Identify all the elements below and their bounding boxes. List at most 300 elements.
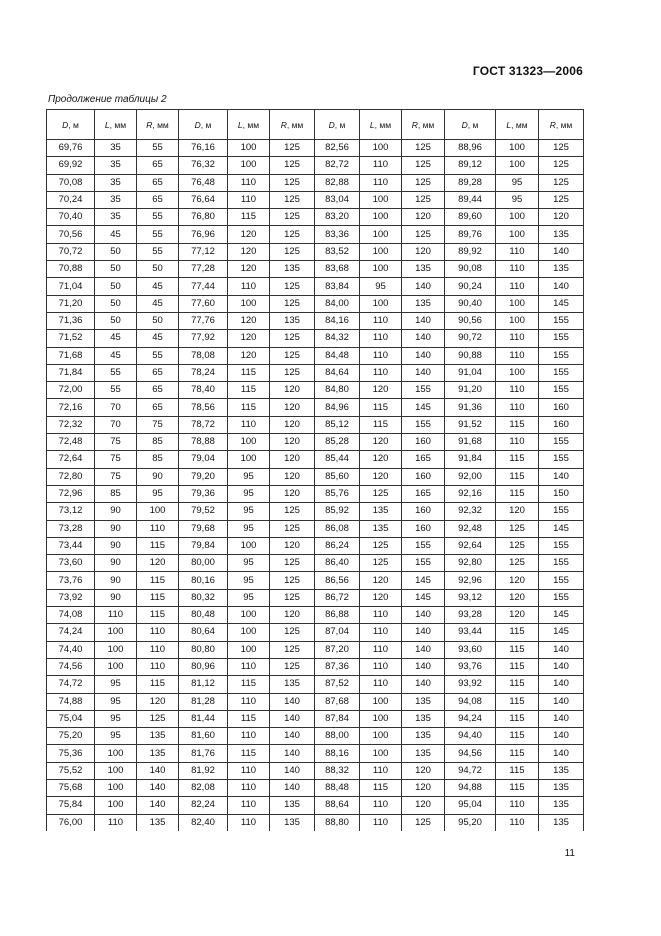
table-cell: 110: [496, 243, 539, 260]
table-cell: 77,28: [179, 261, 228, 278]
table-cell: 110: [496, 434, 539, 451]
column-header-variable: L: [237, 119, 243, 130]
table-cell: 140: [539, 728, 584, 745]
table-cell: 120: [360, 572, 402, 589]
table-cell: 95: [228, 589, 270, 606]
table-cell: 160: [402, 468, 445, 485]
table-cell: 100: [360, 745, 402, 762]
table-cell: 45: [95, 330, 137, 347]
table-cell: 125: [539, 140, 584, 157]
table-cell: 84,64: [315, 364, 360, 381]
table-cell: 70,08: [47, 174, 95, 191]
table-cell: 74,40: [47, 641, 95, 658]
table-cell: 110: [360, 676, 402, 693]
table-cell: 74,72: [47, 676, 95, 693]
table-cell: 140: [402, 312, 445, 329]
table-row: [47, 537, 584, 554]
column-header-unit: , мм: [511, 119, 528, 130]
table-cell: 145: [402, 589, 445, 606]
table-row: [47, 485, 584, 502]
table-cell: 110: [360, 364, 402, 381]
column-header: [402, 110, 445, 140]
table-cell: 155: [402, 537, 445, 554]
table-row: [47, 745, 584, 762]
table-cell: 92,64: [445, 537, 496, 554]
table-cell: 120: [270, 399, 315, 416]
table-row: [47, 330, 584, 347]
table-cell: 120: [360, 434, 402, 451]
table-cell: 70,88: [47, 261, 95, 278]
table-cell: 140: [402, 624, 445, 641]
table-cell: 110: [496, 278, 539, 295]
table-cell: 94,88: [445, 779, 496, 796]
table-cell: 74,88: [47, 693, 95, 710]
table-cell: 155: [402, 416, 445, 433]
table-cell: 90: [95, 589, 137, 606]
table-cell: 140: [539, 710, 584, 727]
page-number: 11: [564, 848, 575, 859]
table-cell: 100: [360, 209, 402, 226]
table-cell: 95,20: [445, 814, 496, 831]
table-cell: 125: [539, 174, 584, 191]
table-cell: 84,32: [315, 330, 360, 347]
table-cell: 115: [496, 745, 539, 762]
table-cell: 84,80: [315, 382, 360, 399]
table-cell: 87,20: [315, 641, 360, 658]
table-cell: 72,32: [47, 416, 95, 433]
table-cell: 71,36: [47, 312, 95, 329]
table-cell: 115: [496, 710, 539, 727]
table-cell: 120: [228, 226, 270, 243]
table-cell: 100: [360, 191, 402, 208]
table-cell: 110: [228, 797, 270, 814]
table-cell: 125: [270, 364, 315, 381]
table-cell: 94,40: [445, 728, 496, 745]
table-cell: 83,04: [315, 191, 360, 208]
table-cell: 79,36: [179, 485, 228, 502]
table-cell: 95: [95, 710, 137, 727]
table-cell: 65: [137, 399, 179, 416]
table-cell: 100: [360, 693, 402, 710]
table-cell: 76,32: [179, 157, 228, 174]
table-cell: 80,80: [179, 641, 228, 658]
table-cell: 125: [402, 191, 445, 208]
column-header-variable: R: [280, 119, 287, 130]
table-cell: 115: [360, 416, 402, 433]
table-cell: 55: [137, 209, 179, 226]
table-cell: 65: [137, 382, 179, 399]
table-cell: 50: [95, 295, 137, 312]
table-cell: 76,64: [179, 191, 228, 208]
table-cell: 110: [360, 814, 402, 831]
table-cell: 115: [228, 676, 270, 693]
table-cell: 125: [270, 572, 315, 589]
table-cell: 79,68: [179, 520, 228, 537]
table-cell: 115: [496, 676, 539, 693]
table-cell: 140: [270, 710, 315, 727]
table-cell: 100: [228, 607, 270, 624]
table-cell: 45: [137, 295, 179, 312]
table-cell: 120: [270, 485, 315, 502]
table-cell: 90: [95, 555, 137, 572]
table-cell: 155: [539, 364, 584, 381]
table-cell: 55: [95, 364, 137, 381]
table-cell: 100: [496, 226, 539, 243]
table-cell: 125: [270, 658, 315, 675]
table-cell: 45: [137, 330, 179, 347]
column-header: [315, 110, 360, 140]
table-cell: 110: [228, 278, 270, 295]
table-cell: 88,64: [315, 797, 360, 814]
table-cell: 125: [270, 347, 315, 364]
table-cell: 95: [228, 520, 270, 537]
column-header: [95, 110, 137, 140]
table-cell: 140: [270, 728, 315, 745]
table-cell: 115: [228, 710, 270, 727]
table-cell: 45: [95, 226, 137, 243]
table-cell: 65: [137, 157, 179, 174]
table-cell: 88,96: [445, 140, 496, 157]
table-cell: 110: [360, 157, 402, 174]
table-cell: 76,96: [179, 226, 228, 243]
table-cell: 110: [95, 814, 137, 831]
column-header: [496, 110, 539, 140]
table-cell: 91,52: [445, 416, 496, 433]
table-cell: 100: [137, 503, 179, 520]
table-cell: 100: [228, 451, 270, 468]
table-cell: 125: [496, 537, 539, 554]
table-cell: 89,92: [445, 243, 496, 260]
table-cell: 135: [270, 814, 315, 831]
table-cell: 120: [360, 589, 402, 606]
table-cell: 120: [228, 312, 270, 329]
table-cell: 91,20: [445, 382, 496, 399]
table-cell: 125: [402, 157, 445, 174]
table-cell: 110: [228, 174, 270, 191]
table-cell: 115: [228, 364, 270, 381]
table-cell: 110: [228, 693, 270, 710]
table-cell: 50: [95, 278, 137, 295]
table-cell: 75: [95, 468, 137, 485]
table-cell: 85,12: [315, 416, 360, 433]
table-row: [47, 382, 584, 399]
table-cell: 73,76: [47, 572, 95, 589]
table-cell: 120: [402, 209, 445, 226]
table-cell: 73,28: [47, 520, 95, 537]
table-cell: 100: [360, 710, 402, 727]
table-cell: 76,00: [47, 814, 95, 831]
table-cell: 81,12: [179, 676, 228, 693]
table-cell: 92,96: [445, 572, 496, 589]
table-cell: 77,12: [179, 243, 228, 260]
table-cell: 78,88: [179, 434, 228, 451]
table-cell: 110: [137, 520, 179, 537]
table-header-row: [47, 110, 584, 140]
table-cell: 92,00: [445, 468, 496, 485]
table-cell: 115: [228, 399, 270, 416]
table-cell: 55: [137, 347, 179, 364]
table-cell: 91,36: [445, 399, 496, 416]
table-cell: 72,48: [47, 434, 95, 451]
table-cell: 100: [360, 261, 402, 278]
table-cell: 115: [137, 589, 179, 606]
table-cell: 115: [496, 658, 539, 675]
table-cell: 110: [360, 641, 402, 658]
table-cell: 135: [402, 295, 445, 312]
table-cell: 125: [270, 140, 315, 157]
column-header: [360, 110, 402, 140]
table-cell: 125: [270, 555, 315, 572]
table-cell: 160: [402, 434, 445, 451]
table-row: [47, 728, 584, 745]
table-cell: 120: [496, 503, 539, 520]
table-cell: 100: [496, 364, 539, 381]
table-cell: 35: [95, 174, 137, 191]
document-header: ГОСТ 31323—2006: [472, 64, 583, 78]
table-cell: 50: [95, 243, 137, 260]
table-cell: 160: [539, 416, 584, 433]
table-cell: 160: [402, 520, 445, 537]
table-cell: 115: [137, 607, 179, 624]
table-cell: 73,12: [47, 503, 95, 520]
table-cell: 120: [360, 382, 402, 399]
table-cell: 73,44: [47, 537, 95, 554]
table-cell: 120: [228, 347, 270, 364]
table-cell: 120: [137, 555, 179, 572]
table-cell: 160: [402, 503, 445, 520]
table-cell: 90,56: [445, 312, 496, 329]
table-cell: 140: [539, 676, 584, 693]
table-cell: 93,60: [445, 641, 496, 658]
table-cell: 87,68: [315, 693, 360, 710]
table-cell: 45: [137, 278, 179, 295]
column-header-unit: , м: [68, 119, 79, 130]
table-cell: 84,48: [315, 347, 360, 364]
table-cell: 120: [270, 416, 315, 433]
column-header-variable: D: [62, 119, 69, 130]
table-cell: 84,16: [315, 312, 360, 329]
table-cell: 83,20: [315, 209, 360, 226]
table-row: [47, 312, 584, 329]
table-cell: 95: [228, 485, 270, 502]
table-cell: 125: [270, 191, 315, 208]
table-cell: 72,64: [47, 451, 95, 468]
table-cell: 78,72: [179, 416, 228, 433]
table-cell: 135: [539, 814, 584, 831]
table-cell: 110: [496, 814, 539, 831]
table-cell: 110: [360, 658, 402, 675]
table-cell: 95: [228, 555, 270, 572]
table-cell: 92,16: [445, 485, 496, 502]
table-cell: 50: [95, 312, 137, 329]
table-row: [47, 191, 584, 208]
table-cell: 35: [95, 191, 137, 208]
table-cell: 100: [360, 728, 402, 745]
column-header-variable: D: [461, 119, 468, 130]
column-header-variable: L: [506, 119, 512, 130]
table-cell: 95: [496, 191, 539, 208]
table-cell: 85: [137, 451, 179, 468]
table-cell: 110: [496, 399, 539, 416]
table-row: [47, 555, 584, 572]
table-cell: 100: [228, 641, 270, 658]
table-cell: 100: [95, 762, 137, 779]
table-cell: 88,32: [315, 762, 360, 779]
table-cell: 78,24: [179, 364, 228, 381]
table-cell: 140: [539, 243, 584, 260]
table-row: [47, 572, 584, 589]
table-cell: 120: [402, 797, 445, 814]
table-row: [47, 364, 584, 381]
table-cell: 65: [137, 364, 179, 381]
table-cell: 125: [360, 485, 402, 502]
table-cell: 125: [539, 157, 584, 174]
table-cell: 165: [402, 485, 445, 502]
table-cell: 125: [270, 503, 315, 520]
table-cell: 79,04: [179, 451, 228, 468]
table-cell: 72,00: [47, 382, 95, 399]
table-cell: 155: [539, 589, 584, 606]
table-cell: 90,08: [445, 261, 496, 278]
table-cell: 140: [539, 278, 584, 295]
table-cell: 120: [402, 243, 445, 260]
table-cell: 125: [270, 624, 315, 641]
column-header-unit: , м: [200, 119, 212, 130]
table-cell: 140: [402, 364, 445, 381]
table-cell: 71,52: [47, 330, 95, 347]
table-row: [47, 624, 584, 641]
table-cell: 45: [95, 347, 137, 364]
table-cell: 91,68: [445, 434, 496, 451]
table-cell: 125: [270, 520, 315, 537]
table-cell: 87,84: [315, 710, 360, 727]
table-cell: 145: [539, 520, 584, 537]
table-cell: 95,04: [445, 797, 496, 814]
table-cell: 100: [95, 745, 137, 762]
table-cell: 86,88: [315, 607, 360, 624]
table-row: [47, 658, 584, 675]
table-cell: 115: [228, 209, 270, 226]
table-cell: 120: [270, 537, 315, 554]
table-cell: 86,56: [315, 572, 360, 589]
table-cell: 89,28: [445, 174, 496, 191]
table-cell: 95: [137, 485, 179, 502]
table-cell: 135: [539, 762, 584, 779]
table-body: [47, 140, 584, 831]
table-cell: 74,56: [47, 658, 95, 675]
table-cell: 125: [270, 295, 315, 312]
table-cell: 72,16: [47, 399, 95, 416]
table-cell: 115: [137, 572, 179, 589]
table-cell: 110: [228, 416, 270, 433]
table-cell: 88,16: [315, 745, 360, 762]
table-cell: 93,12: [445, 589, 496, 606]
table-cell: 87,52: [315, 676, 360, 693]
table-cell: 72,96: [47, 485, 95, 502]
table-cell: 70,72: [47, 243, 95, 260]
table-cell: 70,56: [47, 226, 95, 243]
table-cell: 120: [270, 434, 315, 451]
table-cell: 50: [95, 261, 137, 278]
table-cell: 91,84: [445, 451, 496, 468]
table-row: [47, 607, 584, 624]
table-cell: 110: [496, 347, 539, 364]
table-cell: 115: [360, 779, 402, 796]
table-cell: 120: [228, 330, 270, 347]
column-header: [228, 110, 270, 140]
table-cell: 135: [137, 814, 179, 831]
table-cell: 120: [496, 589, 539, 606]
table-cell: 115: [496, 624, 539, 641]
table-row: [47, 226, 584, 243]
table-cell: 155: [539, 503, 584, 520]
table-cell: 110: [228, 728, 270, 745]
table-cell: 145: [402, 399, 445, 416]
table-cell: 85,76: [315, 485, 360, 502]
data-table-container: [46, 109, 583, 831]
column-header-variable: L: [104, 119, 110, 130]
table-cell: 110: [360, 624, 402, 641]
table-cell: 110: [228, 658, 270, 675]
column-header: [539, 110, 584, 140]
table-cell: 110: [137, 641, 179, 658]
table-cell: 100: [228, 624, 270, 641]
table-cell: 140: [270, 745, 315, 762]
table-cell: 55: [137, 243, 179, 260]
table-cell: 71,84: [47, 364, 95, 381]
column-header-unit: , мм: [417, 119, 435, 130]
table-cell: 110: [496, 797, 539, 814]
table-cell: 110: [496, 261, 539, 278]
table-cell: 135: [402, 745, 445, 762]
table-cell: 55: [137, 140, 179, 157]
table-cell: 125: [270, 243, 315, 260]
table-cell: 100: [95, 624, 137, 641]
column-header: [47, 110, 95, 140]
table-cell: 87,36: [315, 658, 360, 675]
table-cell: 135: [270, 261, 315, 278]
table-cell: 81,44: [179, 710, 228, 727]
table-cell: 75: [95, 451, 137, 468]
table-cell: 94,24: [445, 710, 496, 727]
table-cell: 125: [270, 174, 315, 191]
table-row: [47, 174, 584, 191]
table-cell: 92,80: [445, 555, 496, 572]
column-header-unit: , мм: [555, 119, 573, 130]
table-cell: 92,48: [445, 520, 496, 537]
table-cell: 125: [402, 226, 445, 243]
table-cell: 95: [496, 174, 539, 191]
table-cell: 120: [402, 779, 445, 796]
table-cell: 100: [228, 157, 270, 174]
table-cell: 94,72: [445, 762, 496, 779]
table-cell: 115: [496, 451, 539, 468]
table-cell: 75,84: [47, 797, 95, 814]
table-cell: 135: [402, 693, 445, 710]
table-cell: 95: [228, 468, 270, 485]
column-header-variable: R: [549, 119, 556, 130]
table-cell: 90,24: [445, 278, 496, 295]
table-cell: 79,84: [179, 537, 228, 554]
table-cell: 125: [270, 330, 315, 347]
table-cell: 140: [402, 278, 445, 295]
table-cell: 140: [137, 779, 179, 796]
table-cell: 75,20: [47, 728, 95, 745]
table-cell: 145: [539, 624, 584, 641]
table-cell: 120: [360, 451, 402, 468]
table-cell: 100: [228, 140, 270, 157]
table-cell: 88,80: [315, 814, 360, 831]
